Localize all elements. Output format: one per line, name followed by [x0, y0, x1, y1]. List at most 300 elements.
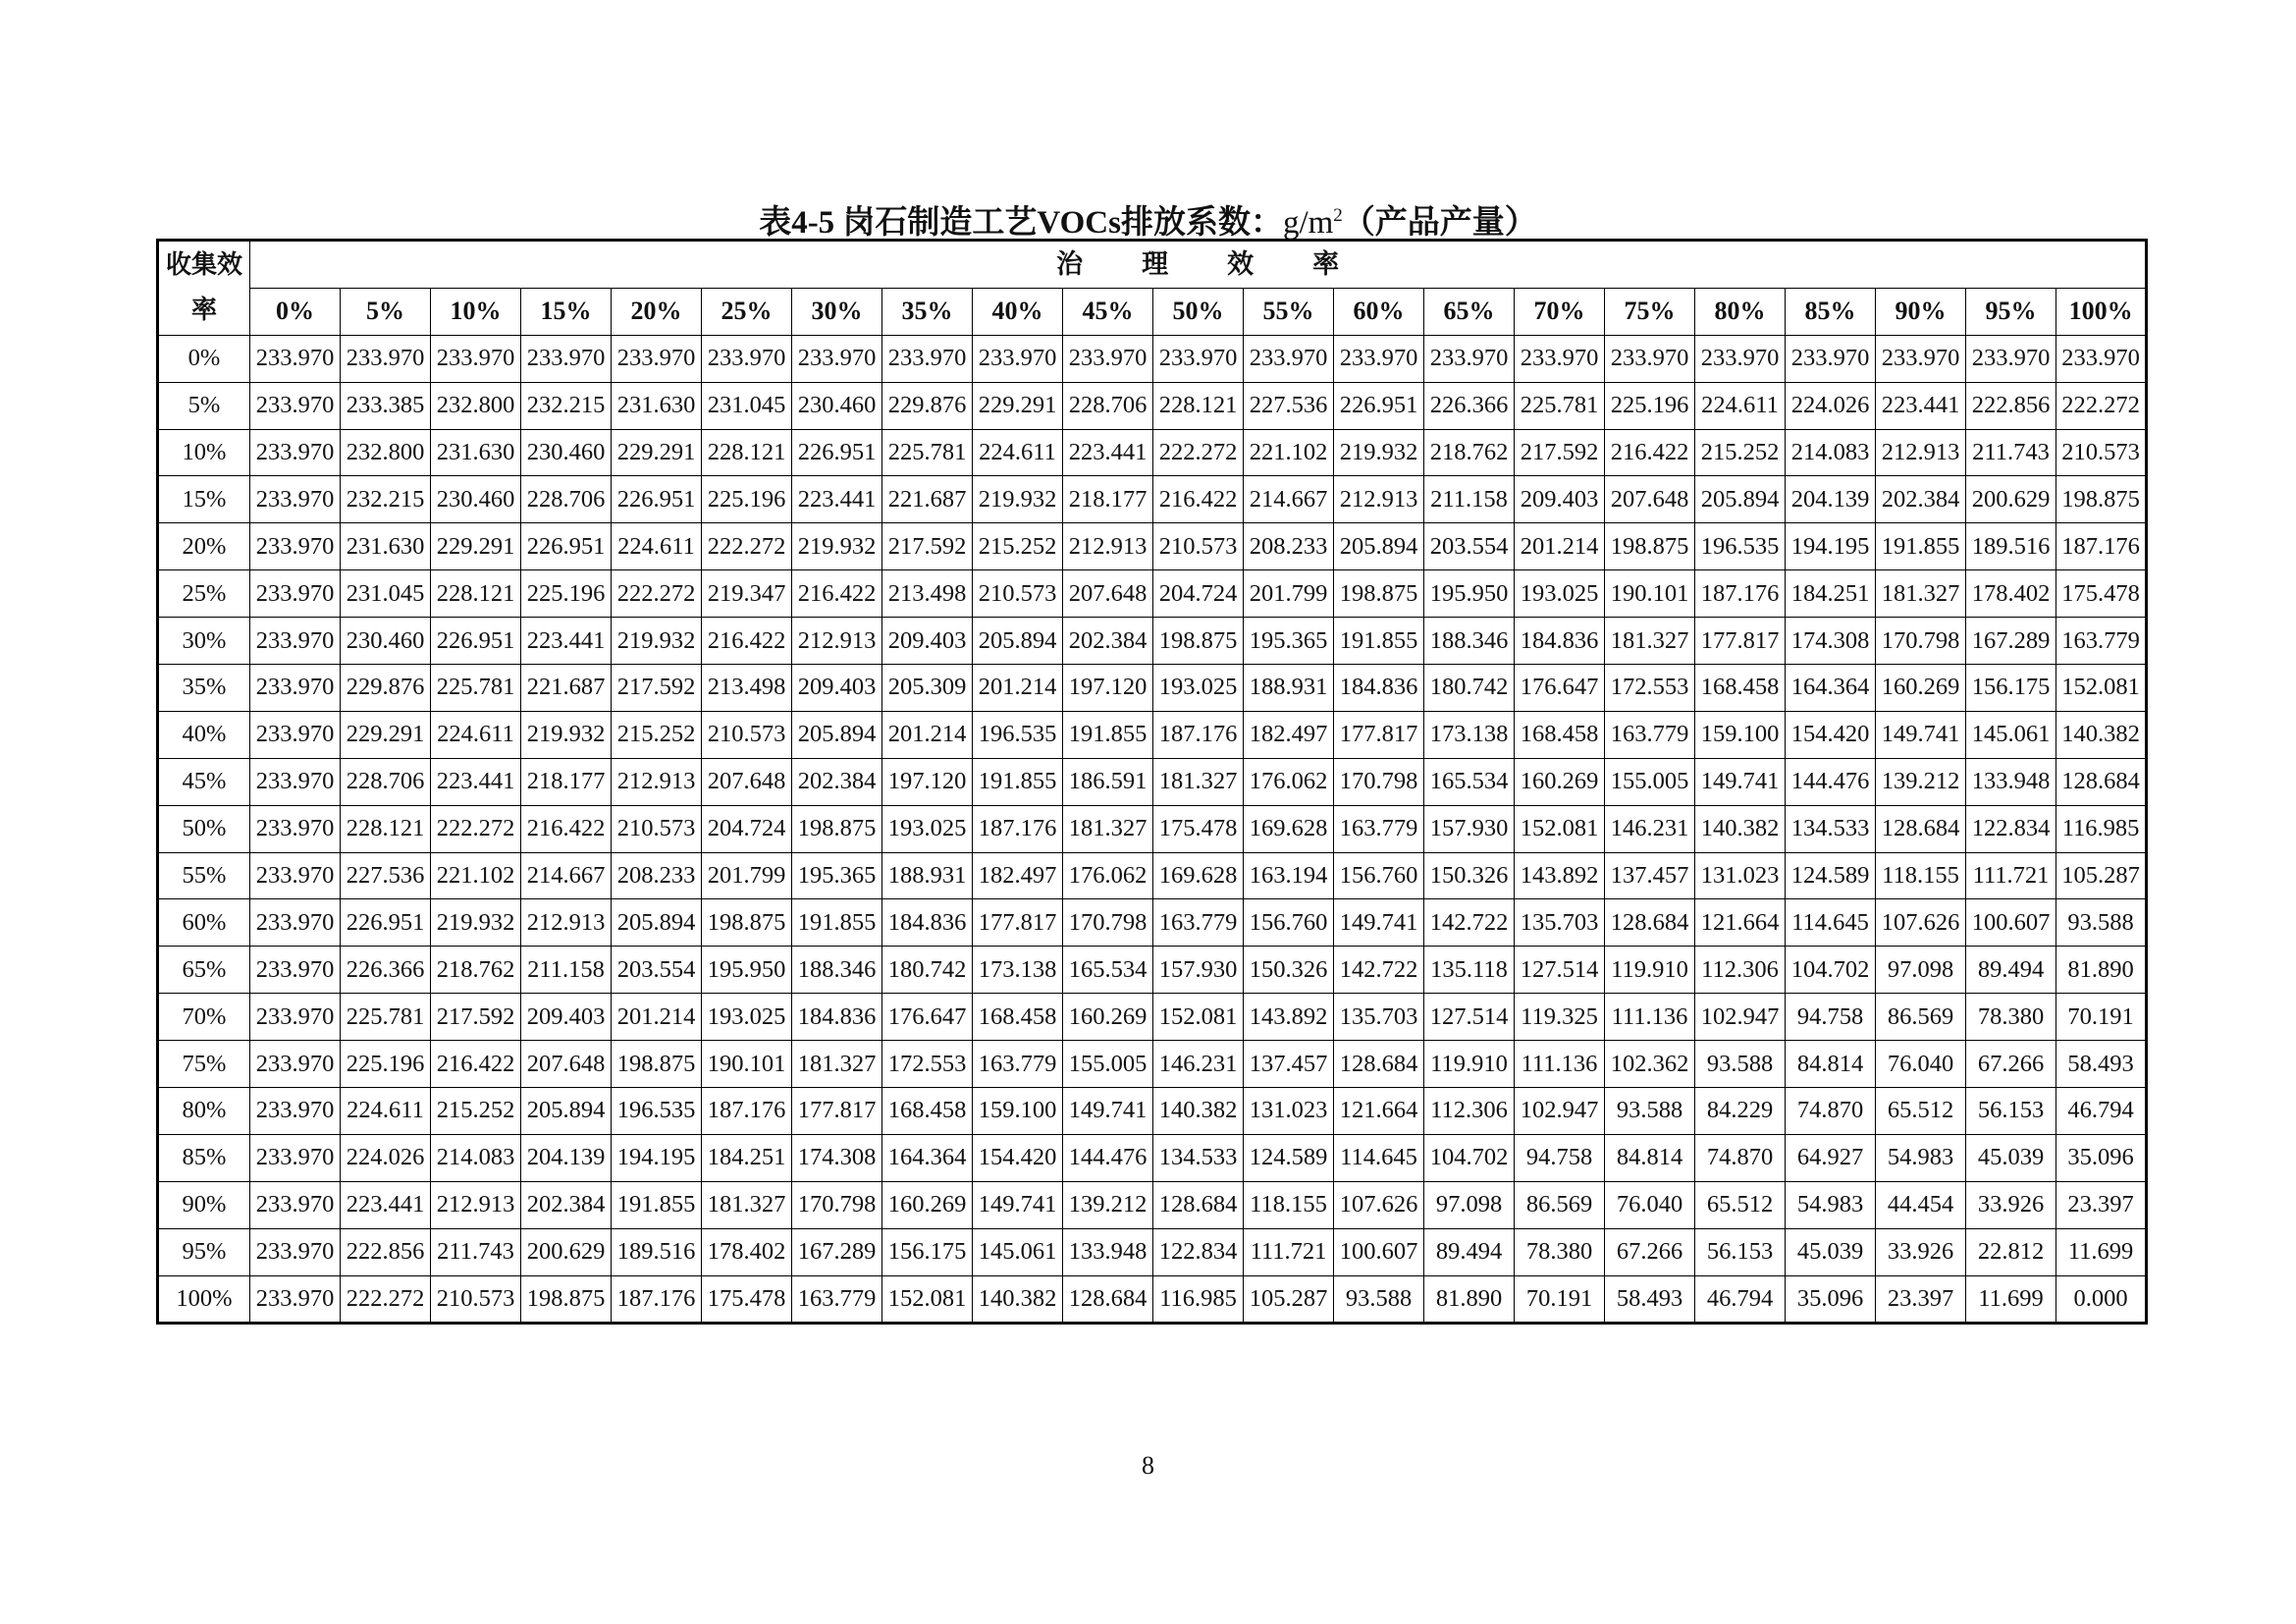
table-cell: 118.155 — [1876, 852, 1966, 899]
table-cell: 111.721 — [1966, 852, 2056, 899]
row-label: 95% — [158, 1228, 250, 1275]
table-cell: 177.817 — [1334, 711, 1424, 758]
table-cell: 65.512 — [1695, 1181, 1786, 1228]
table-cell: 128.684 — [1876, 805, 1966, 852]
table-cell: 201.214 — [882, 711, 973, 758]
column-header: 40% — [973, 288, 1063, 335]
caption-label: 表4-5 岗石制造工艺VOCs排放系数： — [759, 205, 1283, 241]
table-cell: 201.799 — [702, 852, 792, 899]
table-cell: 182.497 — [973, 852, 1063, 899]
table-cell: 67.266 — [1966, 1041, 2056, 1088]
table-cell: 176.062 — [1244, 758, 1334, 805]
row-label: 80% — [158, 1088, 250, 1135]
table-cell: 152.081 — [1153, 994, 1244, 1041]
table-cell: 215.252 — [1695, 429, 1786, 476]
table-cell: 232.800 — [431, 382, 521, 429]
table-cell: 219.932 — [521, 711, 612, 758]
table-cell: 155.005 — [1605, 758, 1695, 805]
group-header-treatment-efficiency: 治理效率 — [250, 241, 2147, 289]
row-label: 100% — [158, 1275, 250, 1324]
table-cell: 222.856 — [341, 1228, 431, 1275]
table-cell: 160.269 — [1876, 665, 1966, 712]
table-cell: 227.536 — [1244, 382, 1334, 429]
table-cell: 84.814 — [1605, 1134, 1695, 1181]
table-cell: 191.855 — [792, 899, 882, 947]
table-cell: 180.742 — [1424, 665, 1515, 712]
table-cell: 177.817 — [973, 899, 1063, 947]
table-cell: 207.648 — [702, 758, 792, 805]
table-cell: 193.025 — [1515, 570, 1605, 618]
table-cell: 198.875 — [1605, 523, 1695, 570]
table-cell: 149.741 — [1334, 899, 1424, 947]
table-cell: 221.102 — [1244, 429, 1334, 476]
table-header — [158, 241, 2147, 336]
table-cell: 74.870 — [1786, 1088, 1876, 1135]
table-cell: 233.970 — [792, 335, 882, 382]
row-label: 85% — [158, 1134, 250, 1181]
table-row — [158, 1041, 2147, 1088]
column-header: 10% — [431, 288, 521, 335]
column-header: 45% — [1063, 288, 1153, 335]
table-cell: 218.177 — [1063, 476, 1153, 523]
table-cell: 142.722 — [1334, 947, 1424, 994]
table-cell: 46.794 — [1695, 1275, 1786, 1324]
table-cell: 203.554 — [1424, 523, 1515, 570]
table-cell: 76.040 — [1605, 1181, 1695, 1228]
table-cell: 216.422 — [521, 805, 612, 852]
table-cell: 233.970 — [1153, 335, 1244, 382]
table-cell: 188.346 — [792, 947, 882, 994]
table-cell: 229.291 — [612, 429, 702, 476]
table-cell: 210.573 — [431, 1275, 521, 1324]
table-cell: 233.970 — [1966, 335, 2056, 382]
table-cell: 222.272 — [2056, 382, 2147, 429]
table-cell: 217.592 — [612, 665, 702, 712]
table-cell: 208.233 — [1244, 523, 1334, 570]
table-cell: 204.139 — [521, 1134, 612, 1181]
table-cell: 233.970 — [1876, 335, 1966, 382]
table-cell: 233.970 — [250, 1041, 341, 1088]
table-cell: 170.798 — [1876, 618, 1966, 665]
table-cell: 226.366 — [341, 947, 431, 994]
table-cell: 163.194 — [1244, 852, 1334, 899]
table-cell: 189.516 — [1966, 523, 2056, 570]
column-header: 20% — [612, 288, 702, 335]
table-cell: 228.121 — [431, 570, 521, 618]
table-cell: 184.836 — [792, 994, 882, 1041]
table-cell: 154.420 — [1786, 711, 1876, 758]
table-cell: 167.289 — [1966, 618, 2056, 665]
table-cell: 152.081 — [2056, 665, 2147, 712]
table-cell: 102.947 — [1515, 1088, 1605, 1135]
table-cell: 213.498 — [702, 665, 792, 712]
table-cell: 201.214 — [1515, 523, 1605, 570]
table-cell: 233.970 — [250, 335, 341, 382]
table-cell: 150.326 — [1424, 852, 1515, 899]
table-cell: 169.628 — [1244, 805, 1334, 852]
table-cell: 119.910 — [1605, 947, 1695, 994]
table-cell: 94.758 — [1786, 994, 1876, 1041]
table-cell: 205.894 — [612, 899, 702, 947]
table-cell: 194.195 — [1786, 523, 1876, 570]
table-cell: 231.045 — [341, 570, 431, 618]
table-cell: 157.930 — [1153, 947, 1244, 994]
table-cell: 164.364 — [1786, 665, 1876, 712]
table-cell: 233.970 — [341, 335, 431, 382]
table-cell: 219.932 — [612, 618, 702, 665]
table-cell: 33.926 — [1966, 1181, 2056, 1228]
table-cell: 211.158 — [521, 947, 612, 994]
table-cell: 193.025 — [702, 994, 792, 1041]
table-cell: 86.569 — [1876, 994, 1966, 1041]
table-cell: 233.970 — [250, 805, 341, 852]
table-cell: 107.626 — [1334, 1181, 1424, 1228]
table-cell: 200.629 — [521, 1228, 612, 1275]
table-row — [158, 665, 2147, 712]
table-cell: 205.894 — [792, 711, 882, 758]
table-cell: 228.121 — [702, 429, 792, 476]
table-cell: 223.441 — [1063, 429, 1153, 476]
table-cell: 149.741 — [1695, 758, 1786, 805]
table-cell: 224.026 — [341, 1134, 431, 1181]
table-cell: 191.855 — [1063, 711, 1153, 758]
table-cell: 226.951 — [1334, 382, 1424, 429]
table-cell: 44.454 — [1876, 1181, 1966, 1228]
table-cell: 226.951 — [341, 899, 431, 947]
table-cell: 233.970 — [1695, 335, 1786, 382]
table-cell: 140.382 — [1695, 805, 1786, 852]
table-cell: 233.970 — [2056, 335, 2147, 382]
table-cell: 35.096 — [1786, 1275, 1876, 1324]
table-cell: 211.743 — [1966, 429, 2056, 476]
column-header: 0% — [250, 288, 341, 335]
table-cell: 116.985 — [1153, 1275, 1244, 1324]
table-cell: 93.588 — [1605, 1088, 1695, 1135]
table-cell: 70.191 — [2056, 994, 2147, 1041]
table-cell: 200.629 — [1966, 476, 2056, 523]
table-cell: 111.136 — [1515, 1041, 1605, 1088]
table-cell: 227.536 — [341, 852, 431, 899]
table-cell: 223.441 — [521, 618, 612, 665]
table-row — [158, 805, 2147, 852]
table-cell: 229.876 — [341, 665, 431, 712]
table-cell: 226.951 — [612, 476, 702, 523]
table-cell: 174.308 — [792, 1134, 882, 1181]
table-cell: 233.970 — [250, 523, 341, 570]
table-cell: 191.855 — [612, 1181, 702, 1228]
table-cell: 212.913 — [1063, 523, 1153, 570]
table-cell: 224.611 — [973, 429, 1063, 476]
table-row — [158, 429, 2147, 476]
table-cell: 217.592 — [882, 523, 973, 570]
table-cell: 224.611 — [431, 711, 521, 758]
table-cell: 193.025 — [882, 805, 973, 852]
table-cell: 233.970 — [250, 476, 341, 523]
row-label: 0% — [158, 335, 250, 382]
table-cell: 233.970 — [250, 429, 341, 476]
table-cell: 198.875 — [702, 899, 792, 947]
column-header: 50% — [1153, 288, 1244, 335]
table-cell: 205.309 — [882, 665, 973, 712]
table-cell: 67.266 — [1605, 1228, 1695, 1275]
table-cell: 233.970 — [1515, 335, 1605, 382]
table-cell: 143.892 — [1515, 852, 1605, 899]
table-cell: 201.799 — [1244, 570, 1334, 618]
table-cell: 226.366 — [1424, 382, 1515, 429]
table-cell: 64.927 — [1786, 1134, 1876, 1181]
table-cell: 233.970 — [250, 758, 341, 805]
table-cell: 84.814 — [1786, 1041, 1876, 1088]
table-cell: 222.272 — [702, 523, 792, 570]
table-cell: 139.212 — [1063, 1181, 1153, 1228]
table-cell: 154.420 — [973, 1134, 1063, 1181]
row-label: 45% — [158, 758, 250, 805]
table-cell: 222.272 — [612, 570, 702, 618]
table-cell: 187.176 — [612, 1275, 702, 1324]
table-cell: 210.573 — [2056, 429, 2147, 476]
table-cell: 215.252 — [973, 523, 1063, 570]
table-cell: 128.684 — [1063, 1275, 1153, 1324]
table-row — [158, 523, 2147, 570]
table-cell: 93.588 — [1695, 1041, 1786, 1088]
table-cell: 127.514 — [1515, 947, 1605, 994]
table-cell: 221.687 — [521, 665, 612, 712]
table-cell: 198.875 — [1334, 570, 1424, 618]
table-cell: 225.196 — [521, 570, 612, 618]
table-cell: 225.196 — [702, 476, 792, 523]
table-cell: 211.158 — [1424, 476, 1515, 523]
table-cell: 229.291 — [431, 523, 521, 570]
table-row — [158, 1088, 2147, 1135]
table-cell: 218.762 — [431, 947, 521, 994]
table-cell: 195.365 — [1244, 618, 1334, 665]
table-cell: 177.817 — [792, 1088, 882, 1135]
table-cell: 149.741 — [1876, 711, 1966, 758]
table-cell: 173.138 — [1424, 711, 1515, 758]
table-cell: 168.458 — [882, 1088, 973, 1135]
table-cell: 198.875 — [2056, 476, 2147, 523]
table-cell: 186.591 — [1063, 758, 1153, 805]
table-cell: 131.023 — [1695, 852, 1786, 899]
table-cell: 202.384 — [521, 1181, 612, 1228]
table-cell: 230.460 — [521, 429, 612, 476]
table-cell: 195.950 — [1424, 570, 1515, 618]
table-cell: 213.498 — [882, 570, 973, 618]
table-cell: 134.533 — [1153, 1134, 1244, 1181]
table-cell: 169.628 — [1153, 852, 1244, 899]
table-cell: 233.970 — [250, 994, 341, 1041]
page-number: 8 — [1142, 1451, 1154, 1480]
table-cell: 226.951 — [431, 618, 521, 665]
table-cell: 191.855 — [1876, 523, 1966, 570]
table-cell: 229.876 — [882, 382, 973, 429]
table-cell: 222.272 — [431, 805, 521, 852]
table-cell: 164.364 — [882, 1134, 973, 1181]
table-row — [158, 899, 2147, 947]
table-cell: 94.758 — [1515, 1134, 1605, 1181]
table-cell: 159.100 — [1695, 711, 1786, 758]
row-label: 90% — [158, 1181, 250, 1228]
table-cell: 121.664 — [1334, 1088, 1424, 1135]
table-cell: 144.476 — [1786, 758, 1876, 805]
table-cell: 156.760 — [1334, 852, 1424, 899]
column-header: 55% — [1244, 288, 1334, 335]
table-cell: 215.252 — [612, 711, 702, 758]
table-cell: 135.703 — [1334, 994, 1424, 1041]
table-cell: 212.913 — [431, 1181, 521, 1228]
table-cell: 181.327 — [1605, 618, 1695, 665]
table-cell: 219.932 — [792, 523, 882, 570]
column-header: 70% — [1515, 288, 1605, 335]
table-cell: 233.970 — [882, 335, 973, 382]
row-label: 55% — [158, 852, 250, 899]
table-cell: 145.061 — [1966, 711, 2056, 758]
table-row — [158, 994, 2147, 1041]
table-cell: 210.573 — [973, 570, 1063, 618]
table-cell: 233.970 — [1244, 335, 1334, 382]
table-cell: 219.932 — [1334, 429, 1424, 476]
row-label: 70% — [158, 994, 250, 1041]
table-cell: 230.460 — [792, 382, 882, 429]
table-cell: 214.667 — [1244, 476, 1334, 523]
table-cell: 212.913 — [521, 899, 612, 947]
table-cell: 149.741 — [1063, 1088, 1153, 1135]
table-cell: 122.834 — [1966, 805, 2056, 852]
table-cell: 170.798 — [1063, 899, 1153, 947]
table-cell: 209.403 — [1515, 476, 1605, 523]
table-cell: 211.743 — [431, 1228, 521, 1275]
table-cell: 23.397 — [1876, 1275, 1966, 1324]
table-cell: 133.948 — [1966, 758, 2056, 805]
table-cell: 104.702 — [1424, 1134, 1515, 1181]
table-cell: 181.327 — [702, 1181, 792, 1228]
column-header: 95% — [1966, 288, 2056, 335]
table-cell: 114.645 — [1786, 899, 1876, 947]
table-cell: 225.781 — [431, 665, 521, 712]
table-cell: 144.476 — [1063, 1134, 1153, 1181]
table-cell: 205.894 — [973, 618, 1063, 665]
table-cell: 204.724 — [1153, 570, 1244, 618]
row-label: 50% — [158, 805, 250, 852]
table-cell: 233.970 — [250, 1228, 341, 1275]
row-label: 15% — [158, 476, 250, 523]
table-cell: 104.702 — [1786, 947, 1876, 994]
table-cell: 102.947 — [1695, 994, 1786, 1041]
caption-unit-suffix: （产品产量） — [1342, 205, 1537, 241]
table-cell: 163.779 — [2056, 618, 2147, 665]
table-cell: 214.667 — [521, 852, 612, 899]
table-cell: 22.812 — [1966, 1228, 2056, 1275]
table-cell: 173.138 — [973, 947, 1063, 994]
table-cell: 160.269 — [882, 1181, 973, 1228]
table-cell: 232.215 — [521, 382, 612, 429]
table-cell: 233.970 — [1605, 335, 1695, 382]
column-header: 65% — [1424, 288, 1515, 335]
table-cell: 0.000 — [2056, 1275, 2147, 1324]
column-header: 35% — [882, 288, 973, 335]
table-cell: 205.894 — [521, 1088, 612, 1135]
table-cell: 105.287 — [1244, 1275, 1334, 1324]
table-cell: 97.098 — [1876, 947, 1966, 994]
table-cell: 229.291 — [341, 711, 431, 758]
table-cell: 219.932 — [973, 476, 1063, 523]
table-cell: 202.384 — [1876, 476, 1966, 523]
table-cell: 196.535 — [1695, 523, 1786, 570]
table-cell: 233.970 — [702, 335, 792, 382]
table-cell: 65.512 — [1876, 1088, 1966, 1135]
table-cell: 195.365 — [792, 852, 882, 899]
table-cell: 225.781 — [1515, 382, 1605, 429]
table-cell: 221.102 — [431, 852, 521, 899]
table-cell: 198.875 — [521, 1275, 612, 1324]
table-cell: 56.153 — [1695, 1228, 1786, 1275]
table-cell: 215.252 — [431, 1088, 521, 1135]
table-cell: 196.535 — [973, 711, 1063, 758]
table-cell: 86.569 — [1515, 1181, 1605, 1228]
table-cell: 233.970 — [250, 899, 341, 947]
table-cell: 177.817 — [1695, 618, 1786, 665]
table-cell: 209.403 — [521, 994, 612, 1041]
table-cell: 118.155 — [1244, 1181, 1334, 1228]
table-cell: 195.950 — [702, 947, 792, 994]
table-cell: 229.291 — [973, 382, 1063, 429]
table-row — [158, 1181, 2147, 1228]
table-cell: 202.384 — [1063, 618, 1153, 665]
header-row-columns — [158, 288, 2147, 335]
table-cell: 124.589 — [1244, 1134, 1334, 1181]
table-cell: 233.970 — [521, 335, 612, 382]
row-label: 5% — [158, 382, 250, 429]
table-cell: 184.251 — [702, 1134, 792, 1181]
table-cell: 223.441 — [431, 758, 521, 805]
table-cell: 230.460 — [341, 618, 431, 665]
table-cell: 133.948 — [1063, 1228, 1153, 1275]
table-cell: 156.760 — [1244, 899, 1334, 947]
table-cell: 197.120 — [882, 758, 973, 805]
table-cell: 187.176 — [1153, 711, 1244, 758]
table-cell: 78.380 — [1515, 1228, 1605, 1275]
table-cell: 172.553 — [882, 1041, 973, 1088]
table-cell: 233.970 — [973, 335, 1063, 382]
table-cell: 198.875 — [1153, 618, 1244, 665]
table-cell: 231.630 — [431, 429, 521, 476]
row-label: 10% — [158, 429, 250, 476]
column-header: 60% — [1334, 288, 1424, 335]
table-cell: 170.798 — [792, 1181, 882, 1228]
row-label: 75% — [158, 1041, 250, 1088]
table-cell: 230.460 — [431, 476, 521, 523]
table-cell: 152.081 — [882, 1275, 973, 1324]
table-cell: 228.706 — [521, 476, 612, 523]
table-row — [158, 947, 2147, 994]
table-cell: 140.382 — [2056, 711, 2147, 758]
table-cell: 233.970 — [250, 382, 341, 429]
table-cell: 187.176 — [973, 805, 1063, 852]
table-cell: 128.684 — [2056, 758, 2147, 805]
table-cell: 78.380 — [1966, 994, 2056, 1041]
table-cell: 216.422 — [1153, 476, 1244, 523]
table-cell: 233.970 — [612, 335, 702, 382]
table-cell: 33.926 — [1876, 1228, 1966, 1275]
table-cell: 216.422 — [702, 618, 792, 665]
row-label: 60% — [158, 899, 250, 947]
table-cell: 150.326 — [1244, 947, 1334, 994]
table-cell: 201.214 — [612, 994, 702, 1041]
table-cell: 119.325 — [1515, 994, 1605, 1041]
table-row — [158, 1134, 2147, 1181]
table-cell: 181.327 — [1876, 570, 1966, 618]
table-cell: 196.535 — [612, 1088, 702, 1135]
